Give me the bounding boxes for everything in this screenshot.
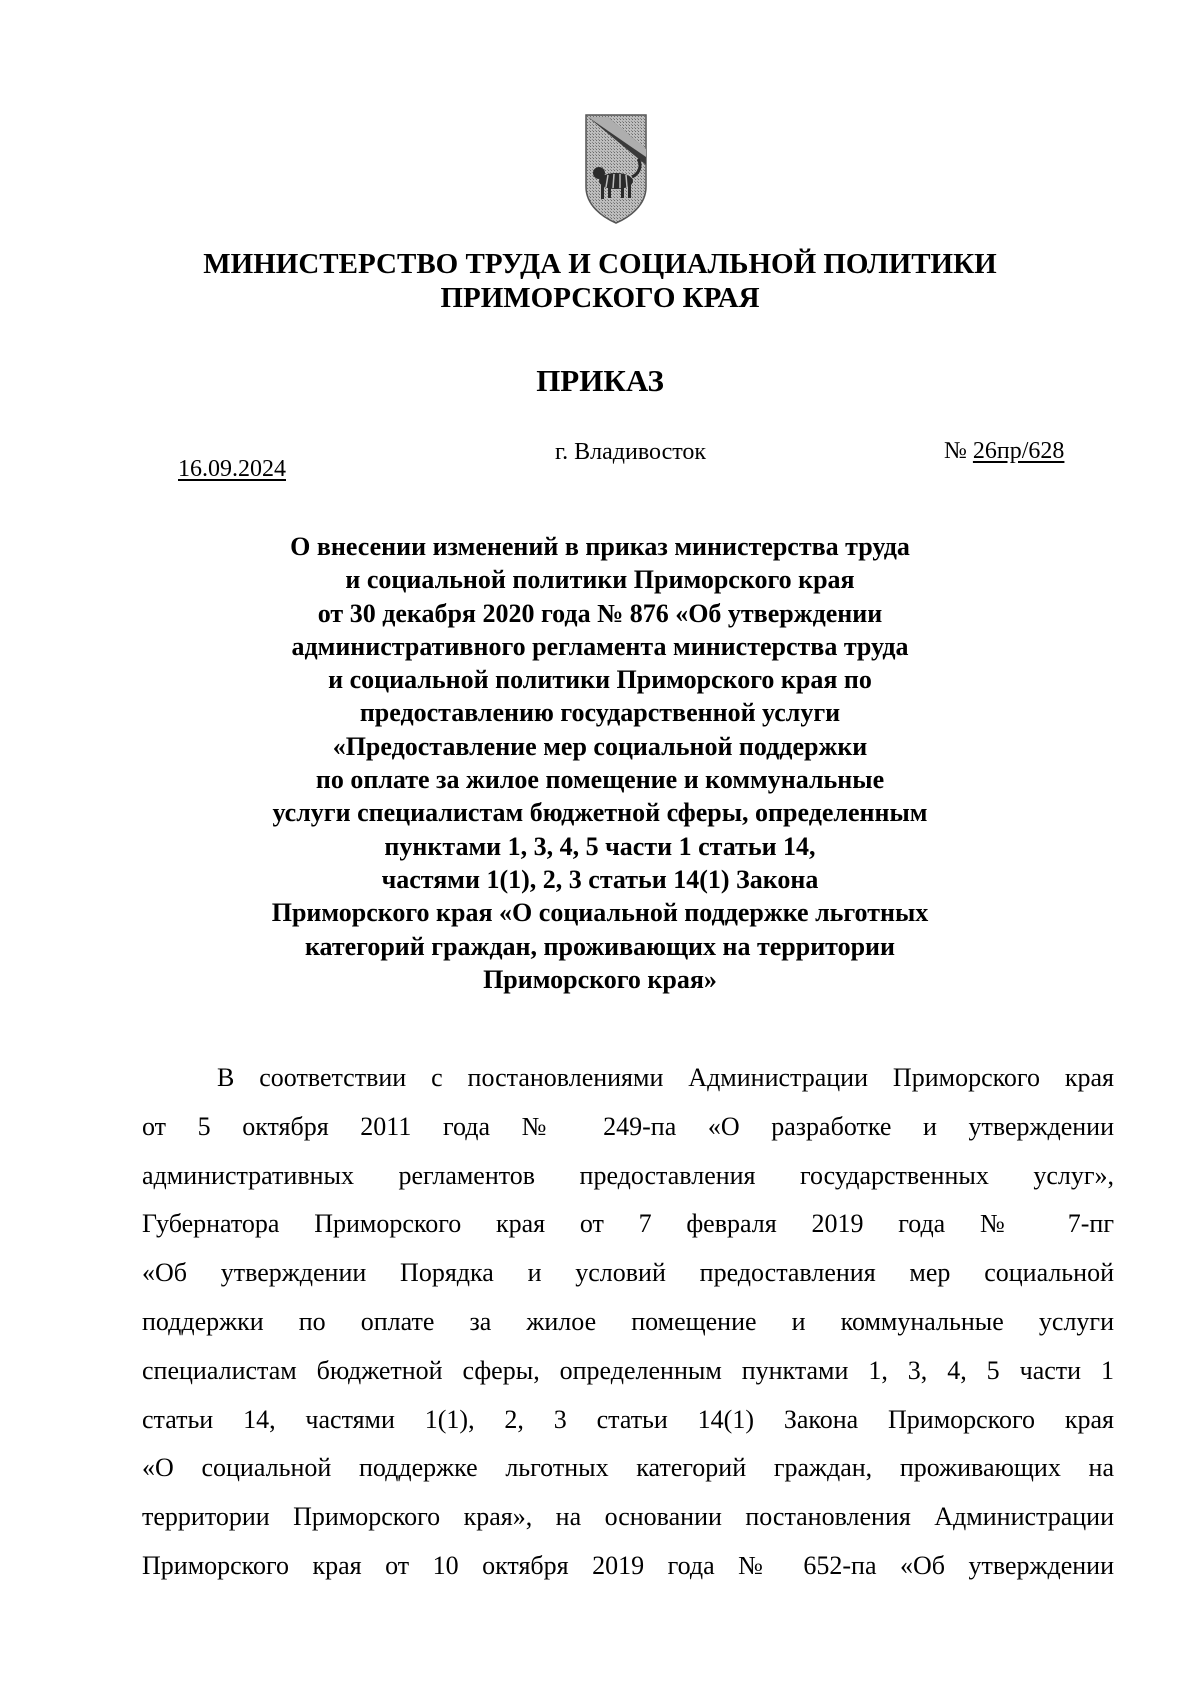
subject-line: и социальной политики Приморского края по [328, 665, 872, 695]
document-number-prefix: № [944, 438, 973, 464]
subject-line: Приморского края «О социальной поддержке льготных [271, 898, 929, 928]
subject-line: частями 1(1), 2, 3 статьи 14(1) Закона [381, 864, 819, 894]
subject-line: от 30 декабря 2020 года № 876 «Об утверждении [317, 598, 883, 628]
body-line: административных регламентов предоставления государственных услуг», [142, 1160, 1114, 1190]
document-subject [0, 530, 1200, 996]
document-city: г. Владивосток [555, 439, 707, 465]
body-line: «Об утверждении Порядка и условий предоставления мер социальной [142, 1258, 1114, 1288]
body-line: статьи 14, частями 1(1), 2, 3 статьи 14(1) Закона Приморского края [142, 1404, 1114, 1434]
subject-line: услуги специалистам бюджетной сферы, определенным [272, 798, 928, 828]
document-date: 16.09.2024 [178, 456, 286, 482]
subject-line: предоставлению государственной услуги [359, 698, 841, 728]
document-number-value: 26пр/628 [972, 438, 1065, 464]
subject-line: Приморского края» [483, 964, 717, 994]
subject-line: административного регламента министерства труда [291, 631, 909, 661]
body-line: Губернатора Приморского края от 7 февраля 2019 года № 7-пг [142, 1209, 1114, 1239]
body-line: «О социальной поддержке льготных категорий граждан, проживающих на [142, 1453, 1114, 1483]
document-type-title: ПРИКАЗ [536, 363, 664, 398]
document-body-paragraph [142, 1054, 1114, 1591]
body-line: специалистам бюджетной сферы, определенным пунктами 1, 3, 4, 5 части 1 [142, 1355, 1114, 1385]
subject-line: и социальной политики Приморского края [345, 565, 855, 595]
body-line: от 5 октября 2011 года № 249-па «О разработке и утверждении [142, 1111, 1114, 1141]
subject-line: О внесении изменений в приказ министерства труда [290, 532, 910, 561]
body-line: В соответствии с постановлениями Администрации Приморского края [217, 1063, 1114, 1092]
ministry-name-line-2: ПРИМОРСКОГО КРАЯ [440, 282, 760, 314]
subject-line: «Предоставление мер социальной поддержки [332, 731, 868, 761]
ministry-name [0, 247, 1200, 315]
document-number [944, 437, 1064, 465]
body-line: Приморского края от 10 октября 2019 года № 652-па «Об утверждении [142, 1550, 1114, 1580]
coat-of-arms-icon [584, 113, 648, 225]
ministry-name-line-1: МИНИСТЕРСТВО ТРУДА И СОЦИАЛЬНОЙ ПОЛИТИКИ [203, 248, 997, 280]
subject-line: пунктами 1, 3, 4, 5 части 1 статьи 14, [384, 831, 816, 861]
body-line: поддержки по оплате за жилое помещение и коммунальные услуги [142, 1306, 1114, 1336]
body-line: территории Приморского края», на основании постановления Администрации [142, 1502, 1114, 1532]
subject-line: категорий граждан, проживающих на территории [304, 931, 896, 961]
subject-line: по оплате за жилое помещение и коммунальные [315, 765, 885, 795]
